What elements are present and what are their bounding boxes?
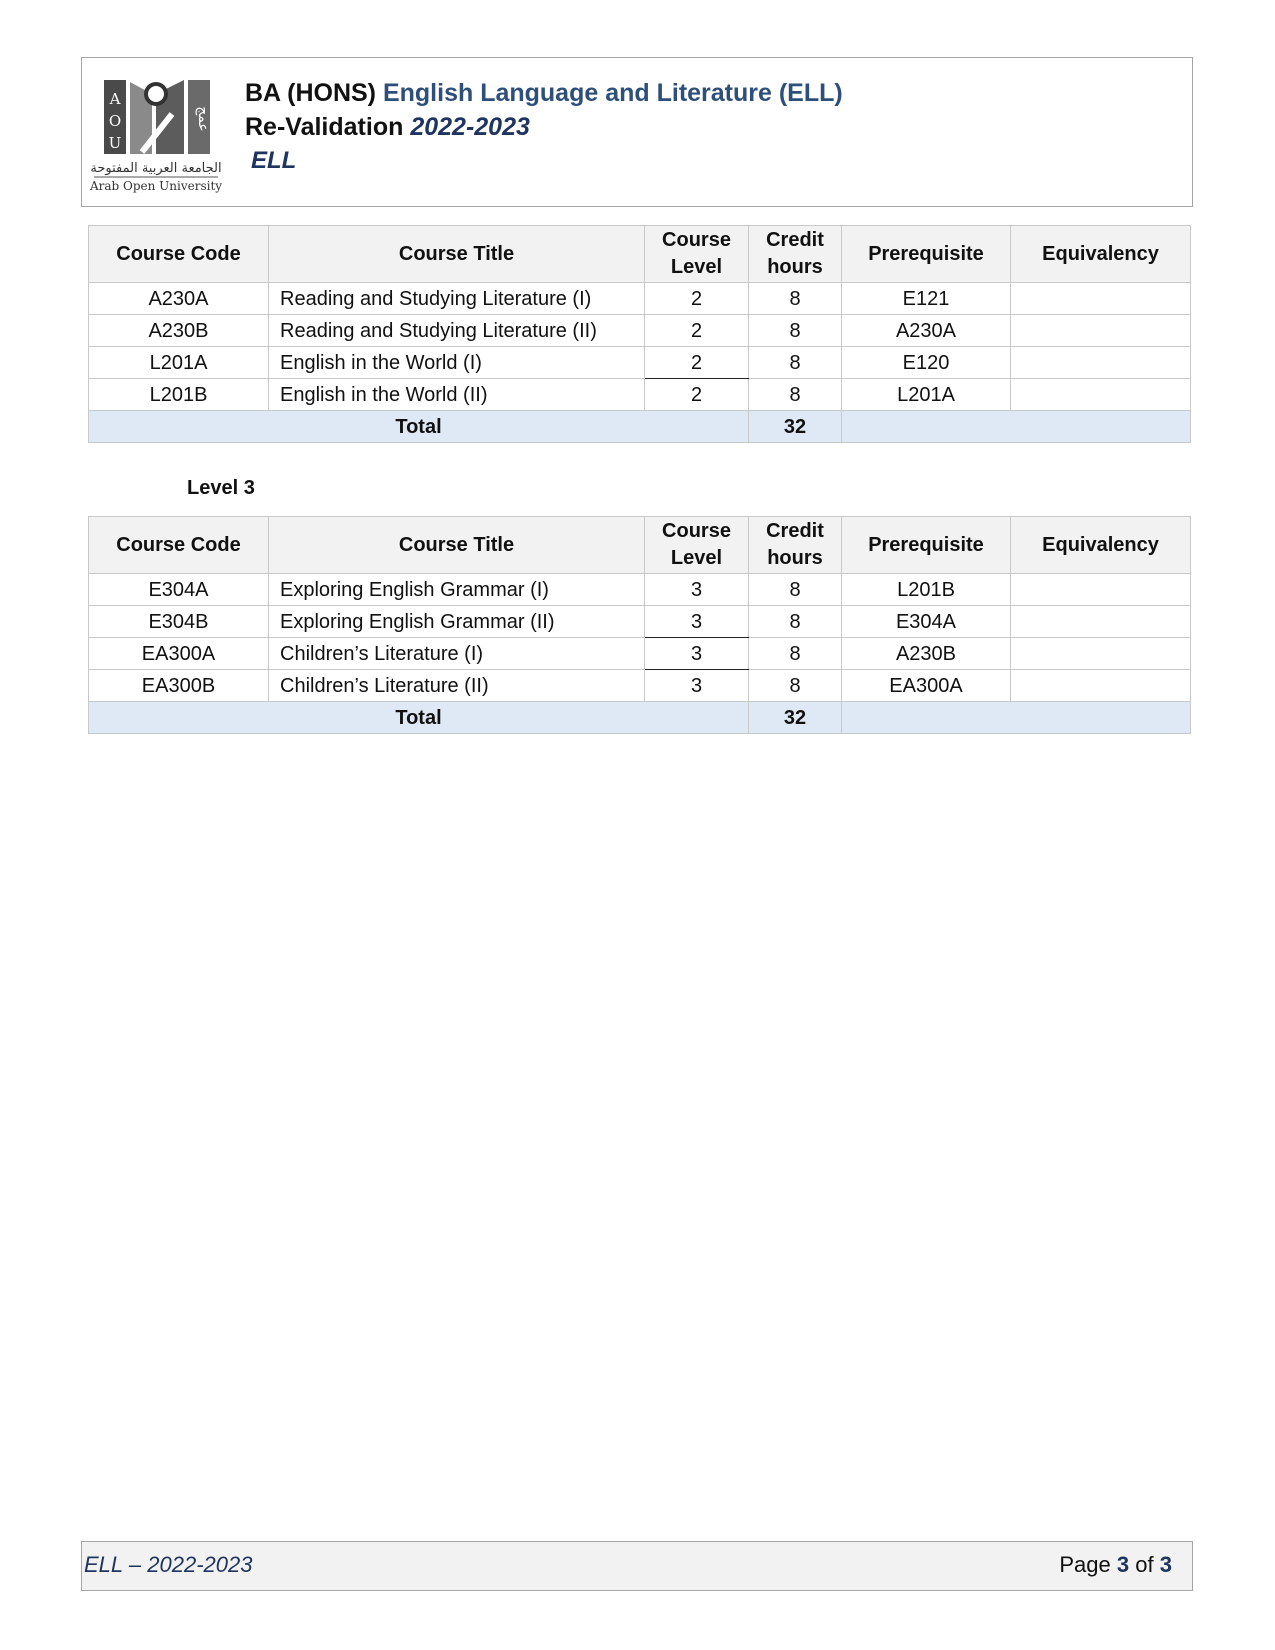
cell-level: 3 <box>645 574 749 606</box>
program-title <box>245 76 843 110</box>
table-row <box>89 347 1191 379</box>
cell-credits: 8 <box>749 283 842 315</box>
cell-code: EA300B <box>89 670 269 702</box>
cell-code: E304B <box>89 606 269 638</box>
footer-program-name: ELL <box>84 1552 123 1577</box>
level3-heading: Level 3 <box>187 477 255 499</box>
table-header-row <box>89 517 1191 574</box>
cell-title: Reading and Studying Literature (II) <box>269 315 645 347</box>
revalidation-year: 2022-2023 <box>410 113 530 141</box>
total-label: Total <box>89 411 749 443</box>
col-course-level: Course Level <box>645 226 749 283</box>
total-pages: 3 <box>1159 1552 1172 1577</box>
cell-prereq: L201A <box>842 379 1011 411</box>
cell-code: A230B <box>89 315 269 347</box>
col-course-code: Course Code <box>89 517 269 574</box>
col-course-level: Course Level <box>645 517 749 574</box>
table-header-row <box>89 226 1191 283</box>
of-word: of <box>1135 1552 1154 1577</box>
total-row <box>89 411 1191 443</box>
cell-credits: 8 <box>749 638 842 670</box>
cell-prereq: E120 <box>842 347 1011 379</box>
revalidation-label: Re-Validation <box>245 113 404 141</box>
cell-code: E304A <box>89 574 269 606</box>
total-label: Total <box>89 702 749 734</box>
cell-equiv <box>1011 379 1191 411</box>
cell-equiv <box>1011 574 1191 606</box>
col-course-title: Course Title <box>269 517 645 574</box>
current-page: 3 <box>1116 1552 1130 1577</box>
cell-title: Exploring English Grammar (II) <box>269 606 645 638</box>
table-row <box>89 574 1191 606</box>
cell-code: EA300A <box>89 638 269 670</box>
col-prerequisite: Prerequisite <box>842 517 1011 574</box>
table-row <box>89 670 1191 702</box>
cell-credits: 8 <box>749 315 842 347</box>
revalidation-line <box>245 110 843 144</box>
col-course-title: Course Title <box>269 226 645 283</box>
total-row <box>89 702 1191 734</box>
cell-prereq: E304A <box>842 606 1011 638</box>
cell-level: 3 <box>645 606 749 638</box>
footer-dash: – <box>128 1552 142 1577</box>
table-row <box>89 606 1191 638</box>
cell-equiv <box>1011 315 1191 347</box>
total-empty <box>842 702 1191 734</box>
footer-program <box>84 1552 252 1578</box>
cell-equiv <box>1011 283 1191 315</box>
cell-title: Children’s Literature (I) <box>269 638 645 670</box>
university-logo <box>88 74 224 196</box>
cell-level: 2 <box>645 315 749 347</box>
col-course-code: Course Code <box>89 226 269 283</box>
cell-credits: 8 <box>749 574 842 606</box>
table-row <box>89 379 1191 411</box>
logo-letter-o: O <box>108 112 122 130</box>
total-empty <box>842 411 1191 443</box>
cell-prereq: L201B <box>842 574 1011 606</box>
cell-title: Children’s Literature (II) <box>269 670 645 702</box>
table-row <box>89 315 1191 347</box>
cell-equiv <box>1011 606 1191 638</box>
cell-title: Reading and Studying Literature (I) <box>269 283 645 315</box>
cell-title: English in the World (II) <box>269 379 645 411</box>
total-value: 32 <box>749 411 842 443</box>
total-value: 32 <box>749 702 842 734</box>
program-short-name: ELL <box>251 147 297 174</box>
page-word: Page <box>1059 1552 1111 1577</box>
col-prerequisite: Prerequisite <box>842 226 1011 283</box>
program-name: English Language and Literature (ELL) <box>382 79 843 107</box>
cell-credits: 8 <box>749 606 842 638</box>
header-titles <box>245 76 843 178</box>
cell-title: English in the World (I) <box>269 347 645 379</box>
table-row <box>89 283 1191 315</box>
cell-credits: 8 <box>749 379 842 411</box>
cell-equiv <box>1011 347 1191 379</box>
cell-level: 2 <box>645 283 749 315</box>
cell-prereq: A230A <box>842 315 1011 347</box>
cell-level: 2 <box>645 379 749 411</box>
cell-credits: 8 <box>749 670 842 702</box>
program-prefix: BA (HONS) <box>245 79 377 107</box>
page-footer <box>81 1541 1193 1591</box>
document-header <box>81 57 1193 207</box>
cell-code: L201B <box>89 379 269 411</box>
logo-arabic-vertical: عمج <box>195 106 211 132</box>
page-number <box>1059 1552 1172 1578</box>
cell-code: L201A <box>89 347 269 379</box>
col-credit-hours: Credit hours <box>749 226 842 283</box>
level3-course-table <box>88 516 1191 734</box>
col-credit-hours: Credit hours <box>749 517 842 574</box>
logo-english-name: Arab Open University <box>89 179 223 193</box>
cell-level: 2 <box>645 347 749 379</box>
cell-prereq: A230B <box>842 638 1011 670</box>
cell-prereq: E121 <box>842 283 1011 315</box>
logo-letter-u: U <box>108 134 122 152</box>
col-equivalency: Equivalency <box>1011 226 1191 283</box>
table-row <box>89 638 1191 670</box>
cell-level: 3 <box>645 638 749 670</box>
cell-equiv <box>1011 670 1191 702</box>
logo-letter-a: A <box>109 90 121 108</box>
cell-code: A230A <box>89 283 269 315</box>
cell-equiv <box>1011 638 1191 670</box>
logo-arabic-name: الجامعة العربية المفتوحة <box>90 161 222 176</box>
cell-title: Exploring English Grammar (I) <box>269 574 645 606</box>
footer-year: 2022-2023 <box>147 1552 253 1577</box>
cell-credits: 8 <box>749 347 842 379</box>
cell-level: 3 <box>645 670 749 702</box>
level2-course-table <box>88 225 1191 443</box>
cell-prereq: EA300A <box>842 670 1011 702</box>
col-equivalency: Equivalency <box>1011 517 1191 574</box>
logo-ring <box>146 84 166 104</box>
